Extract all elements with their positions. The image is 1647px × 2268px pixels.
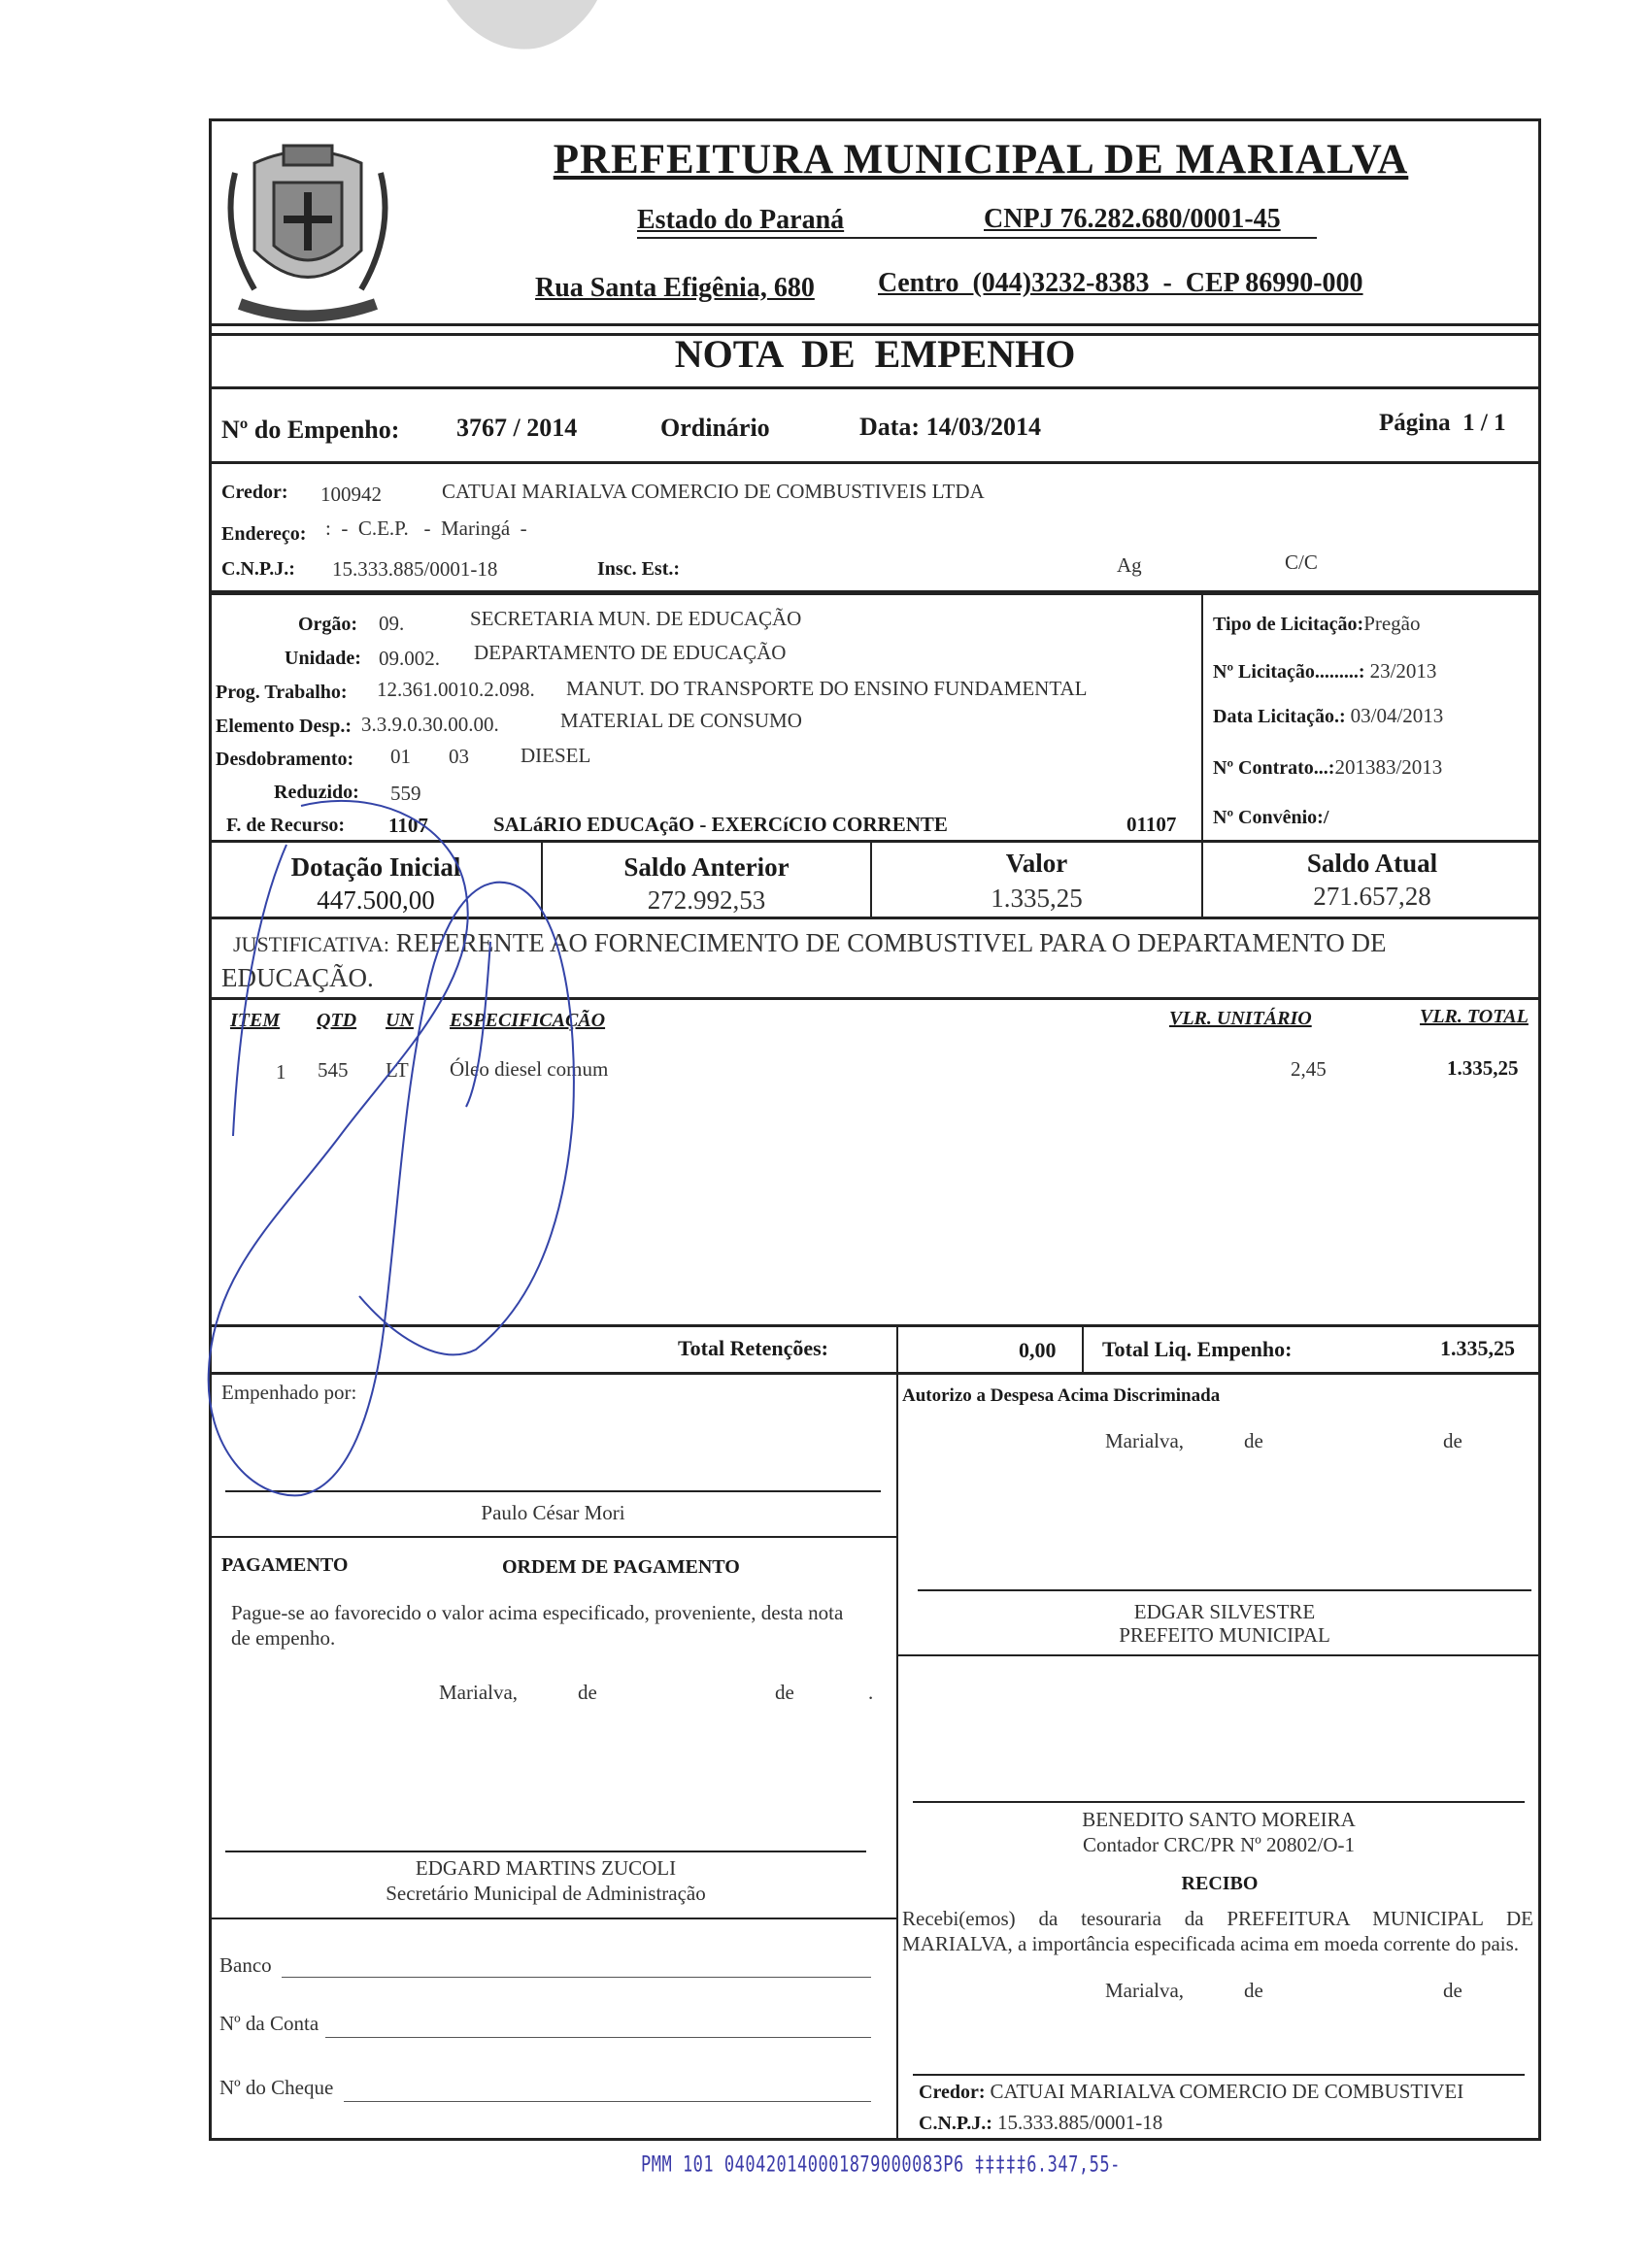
orgao-code: 09. bbox=[379, 612, 405, 635]
totals-div-1 bbox=[896, 1324, 898, 1375]
licitacao-tipo: Pregão bbox=[1363, 612, 1421, 635]
autorizo-city: Marialva, bbox=[1105, 1429, 1185, 1452]
empenhado-label: Empenhado por: bbox=[221, 1381, 357, 1404]
desdobramento-label: Desdobramento: bbox=[216, 749, 354, 770]
row-especificacao: Óleo diesel comum bbox=[450, 1057, 609, 1081]
credor-cnpj: 15.333.885/0001-18 bbox=[332, 557, 498, 581]
col-item: ITEM bbox=[230, 1010, 281, 1031]
justificativa-label: JUSTIFICATIVA: bbox=[233, 932, 389, 956]
row-item: 1 bbox=[276, 1060, 286, 1084]
recurso-code: 1107 bbox=[388, 814, 428, 837]
header-address: Rua Santa Efigênia, 680 bbox=[535, 273, 815, 303]
col-vlr-total: VLR. TOTAL bbox=[1420, 1006, 1529, 1027]
contrato-label: Nº Contrato...: bbox=[1213, 757, 1335, 779]
justificativa-text1: REFERENTE AO FORNECIMENTO DE COMBUSTIVEL PARA O DEPARTAMENTO DE bbox=[395, 928, 1387, 957]
recibo-signature-line bbox=[913, 2074, 1525, 2076]
autorizo-de-1: de bbox=[1244, 1429, 1263, 1452]
elemento-name: MATERIAL DE CONSUMO bbox=[560, 709, 802, 732]
credor-name: CATUAI MARIALVA COMERCIO DE COMBUSTIVEIS LTDA bbox=[442, 480, 985, 503]
justificativa-text2: EDUCAÇÃO. bbox=[221, 963, 374, 992]
empenhado-bottom-rule bbox=[209, 1536, 896, 1538]
unidade-code: 09.002. bbox=[379, 647, 440, 670]
licitacao-data-row bbox=[1213, 704, 1443, 728]
valor-label: Valor bbox=[1005, 849, 1068, 878]
credor-label: Credor: bbox=[221, 482, 288, 503]
recibo-credor-row bbox=[919, 2080, 1463, 2104]
saldo-anterior-label: Saldo Anterior bbox=[623, 852, 790, 882]
conta-label: Nº da Conta bbox=[219, 2012, 319, 2035]
banco-label: Banco bbox=[219, 1953, 272, 1977]
elemento-label: Elemento Desp.: bbox=[216, 716, 352, 737]
col-qtd: QTD bbox=[317, 1010, 357, 1031]
cc-label: C/C bbox=[1285, 550, 1318, 574]
row-qtd: 545 bbox=[318, 1058, 349, 1082]
recibo-credor-label: Credor: bbox=[919, 2082, 986, 2103]
col-un: UN bbox=[386, 1010, 414, 1031]
empenhado-name: Paulo César Mori bbox=[481, 1501, 625, 1524]
pagamento-label: PAGAMENTO bbox=[221, 1554, 349, 1576]
contador-role: Contador CRC/PR Nº 20802/O-1 bbox=[1082, 1833, 1356, 1856]
coat-of-arms-logo bbox=[216, 134, 400, 333]
pagamento-de-1: de bbox=[578, 1681, 597, 1704]
recibo-cnpj-label: C.N.P.J.: bbox=[919, 2113, 992, 2134]
convenio-label: Nº Convênio:/ bbox=[1213, 807, 1329, 828]
credor-address: : - C.E.P. - Maringá - bbox=[325, 517, 527, 540]
recibo-cnpj: 15.333.885/0001-18 bbox=[996, 2111, 1163, 2134]
page-indicator: Página 1 / 1 bbox=[1379, 410, 1506, 436]
prefeito-name: EDGAR SILVESTRE bbox=[1133, 1600, 1316, 1623]
recibo-label: RECIBO bbox=[1181, 1873, 1259, 1894]
prefeito-bottom-rule bbox=[896, 1654, 1541, 1656]
recurso-code-2: 01107 bbox=[1126, 813, 1177, 836]
contador-signature-line bbox=[913, 1801, 1525, 1803]
dotacao-value: 447.500,00 bbox=[317, 885, 435, 915]
recurso-label: F. de Recurso: bbox=[226, 815, 346, 836]
banco-line bbox=[282, 1977, 871, 1978]
licitacao-num-row bbox=[1213, 659, 1436, 684]
retencoes-label: Total Retenções: bbox=[678, 1336, 828, 1360]
elemento-code: 3.3.9.0.30.00.00. bbox=[361, 713, 499, 736]
autorizo-label: Autorizo a Despesa Acima Discriminada bbox=[902, 1385, 1221, 1406]
contrato-value: 201383/2013 bbox=[1334, 755, 1443, 779]
unidade-name: DEPARTAMENTO DE EDUCAÇÃO bbox=[474, 641, 787, 664]
recurso-name: SALáRIO EDUCAçãO - EXERCíCIO CORRENTE bbox=[493, 813, 948, 836]
row-total: 1.335,25 bbox=[1447, 1056, 1519, 1080]
header-rule bbox=[637, 237, 1317, 239]
licitacao-num-label: Nº Licitação.........: bbox=[1213, 661, 1365, 683]
empenho-type: Ordinário bbox=[660, 414, 770, 442]
reduzido-value: 559 bbox=[390, 782, 421, 805]
licitacao-num: 23/2013 bbox=[1369, 659, 1437, 683]
reduzido-label: Reduzido: bbox=[274, 782, 359, 803]
address-label: Endereço: bbox=[221, 523, 307, 545]
secretario-name: EDGARD MARTINS ZUCOLI bbox=[415, 1856, 677, 1880]
lower-divider bbox=[896, 1372, 898, 2141]
col-especificacao: ESPECIFICAÇÃO bbox=[450, 1010, 606, 1031]
recibo-text: Recebi(emos) da tesouraria da PREFEITURA MUNICIPAL DE MARIALVA, a importância especificada acima em moeda corrente do pais. bbox=[902, 1907, 1533, 1956]
header-cnpj: CNPJ 76.282.680/0001-45 bbox=[984, 204, 1281, 234]
liq-empenho-value: 1.335,25 bbox=[1440, 1336, 1515, 1360]
licitacao-data-label: Data Licitação.: bbox=[1213, 706, 1346, 727]
totals-div-2 bbox=[1082, 1324, 1084, 1375]
empenho-label: Nº do Empenho: bbox=[221, 416, 400, 444]
licitacao-tipo-label-text: Tipo de Licitação: bbox=[1213, 614, 1364, 635]
header-address-contact: Centro (044)3232-8383 - CEP 86990-000 bbox=[878, 268, 1363, 298]
desdobramento-a: 01 bbox=[390, 745, 411, 768]
liq-empenho-label: Total Liq. Empenho: bbox=[1102, 1337, 1293, 1361]
paper-tear-mark bbox=[427, 0, 622, 78]
recibo-cnpj-row bbox=[919, 2111, 1162, 2135]
conta-line bbox=[325, 2037, 871, 2038]
desdobramento-name: DIESEL bbox=[521, 744, 591, 767]
licitacao-data: 03/04/2013 bbox=[1350, 704, 1444, 727]
machine-stamp: PMM 101 040420140001879000083P6 ‡‡‡‡‡6.347,55- bbox=[641, 2152, 1121, 2178]
secretario-signature-line bbox=[225, 1851, 866, 1852]
ordem-pagamento-label: ORDEM DE PAGAMENTO bbox=[502, 1556, 740, 1578]
licitacao-tipo-label bbox=[1213, 612, 1421, 636]
unidade-label: Unidade: bbox=[285, 648, 361, 669]
pagamento-city: Marialva, bbox=[439, 1681, 519, 1704]
prefeito-role: PREFEITO MUNICIPAL bbox=[1119, 1623, 1330, 1647]
valor-value: 1.335,25 bbox=[991, 884, 1083, 913]
insc-est-label: Insc. Est.: bbox=[597, 558, 681, 580]
pagamento-de-2: de bbox=[775, 1681, 794, 1704]
row-un: LT bbox=[386, 1058, 409, 1082]
prog-name: MANUT. DO TRANSPORTE DO ENSINO FUNDAMENTAL bbox=[566, 677, 1088, 700]
prefeito-signature-line bbox=[918, 1589, 1531, 1591]
handwritten-signature bbox=[194, 786, 660, 1505]
autorizo-de-2: de bbox=[1443, 1429, 1462, 1452]
orgao-name: SECRETARIA MUN. DE EDUCAÇÃO bbox=[470, 607, 802, 630]
pagamento-dot: . bbox=[868, 1681, 874, 1704]
contrato-row bbox=[1213, 755, 1442, 780]
empenho-date: Data: 14/03/2014 bbox=[859, 413, 1042, 441]
prog-label: Prog. Trabalho: bbox=[216, 682, 348, 703]
retencoes-value: 0,00 bbox=[1019, 1338, 1057, 1362]
orgao-label: Orgão: bbox=[298, 614, 358, 635]
banco-top-rule bbox=[209, 1918, 896, 1919]
header-state: Estado do Paraná bbox=[637, 205, 845, 235]
recibo-credor-name: CATUAI MARIALVA COMERCIO DE COMBUSTIVEI bbox=[990, 2080, 1464, 2103]
recibo-city: Marialva, bbox=[1105, 1979, 1185, 2002]
credor-code: 100942 bbox=[320, 483, 382, 506]
saldo-atual-label: Saldo Atual bbox=[1306, 849, 1438, 878]
desdobramento-b: 03 bbox=[449, 745, 469, 768]
orcamento-divider bbox=[1201, 590, 1203, 843]
recibo-de-1: de bbox=[1244, 1979, 1263, 2002]
secretario-role: Secretário Municipal de Administração bbox=[386, 1882, 706, 1905]
prog-code: 12.361.0010.2.098. bbox=[377, 678, 535, 701]
saldo-anterior-value: 272.992,53 bbox=[647, 885, 766, 915]
dotacao-label: Dotação Inicial bbox=[290, 852, 461, 882]
cnpj-label: C.N.P.J.: bbox=[221, 558, 295, 580]
cheque-label: Nº do Cheque bbox=[219, 2076, 334, 2099]
header-title: PREFEITURA MUNICIPAL DE MARIALVA bbox=[553, 137, 1409, 183]
saldo-atual-value: 271.657,28 bbox=[1313, 882, 1431, 911]
recibo-de-2: de bbox=[1443, 1979, 1462, 2002]
doc-title: NOTA DE EMPENHO bbox=[674, 332, 1076, 376]
pagamento-text: Pague-se ao favorecido o valor acima especificado, proveniente, desta nota de empenho. bbox=[231, 1601, 844, 1651]
ag-label: Ag bbox=[1117, 553, 1142, 577]
contador-name: BENEDITO SANTO MOREIRA bbox=[1082, 1808, 1356, 1831]
cheque-line bbox=[344, 2101, 871, 2102]
empenho-number: 3767 / 2014 bbox=[456, 414, 578, 442]
row-unit: 2,45 bbox=[1291, 1057, 1327, 1081]
col-vlr-unitario: VLR. UNITÁRIO bbox=[1169, 1008, 1312, 1029]
